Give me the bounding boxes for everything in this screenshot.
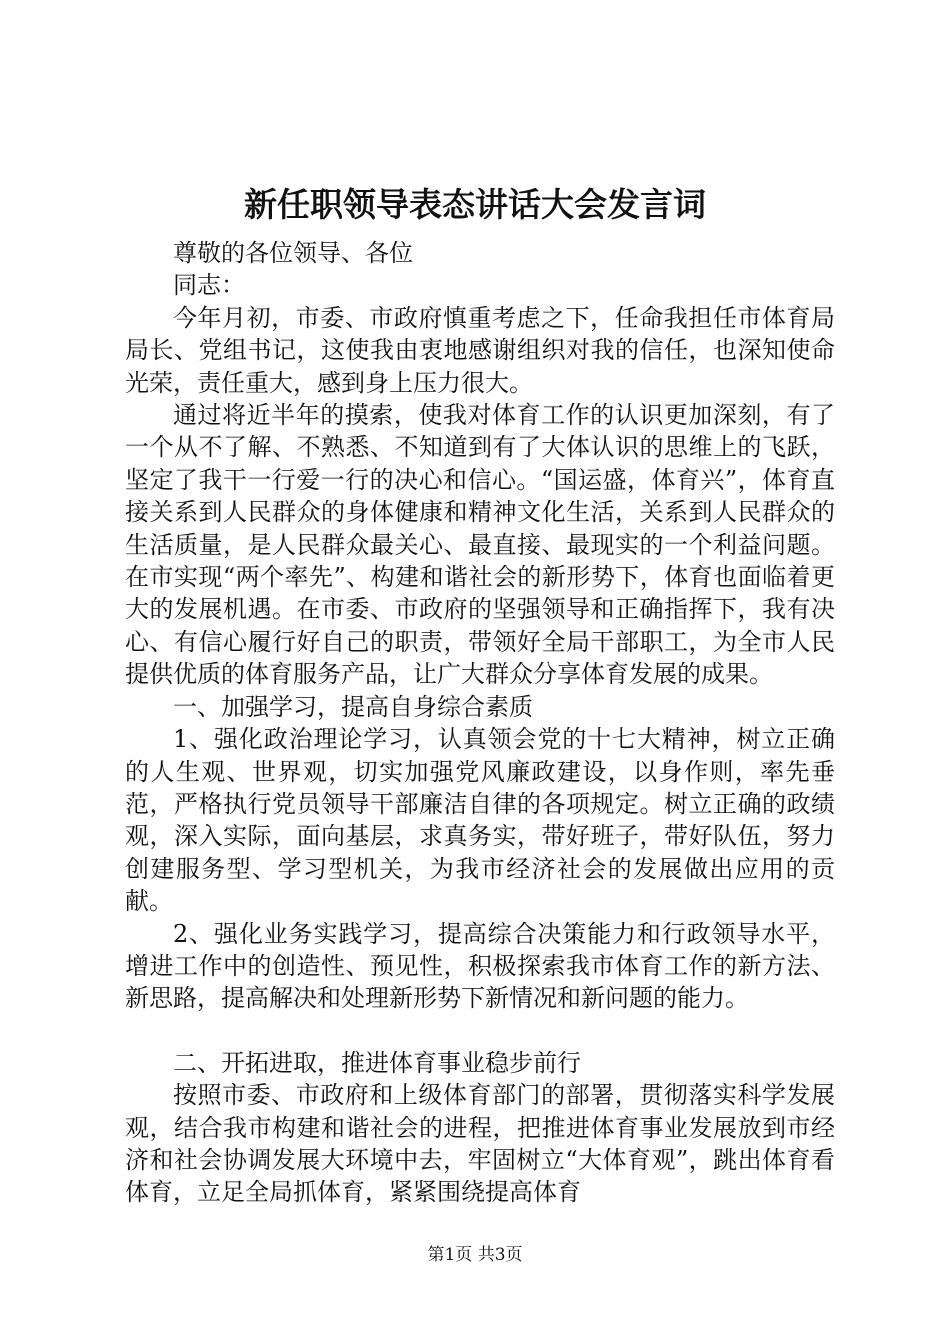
section-heading-2: 二、开拓进取，推进体育事业稳步前行	[173, 1048, 581, 1077]
paragraph-political-study: 1、强化政治理论学习，认真领会党的十七大精神，树立正确的人生观、世界观，切实加强党风廉政建设，以身作则，率先垂范，严格执行党员领导干部廉洁自律的各项规定。树立正确的政绩观，深入实际，面向基层，求真务实，带好班子，带好队伍，努力创建服务型、学习型机关，为我市经济社会的发展做出应用的贡献。	[125, 725, 835, 916]
paragraph-deployment: 按照市委、市政府和上级体育部门的部署，贯彻落实科学发展观，结合我市构建和谐社会的进程，把推进体育事业发展放到市经济和社会协调发展大环境中去，牢固树立“大体育观”，跳出体育看体育，立足全局抓体育，紧紧围绕提高体育	[125, 1081, 835, 1207]
salutation-line-2: 同志：	[173, 271, 245, 300]
paragraph-exploration: 通过将近半年的摸索，使我对体育工作的认识更加深刻，有了一个从不了解、不熟悉、不知道到有了大体认识的思维上的飞跃，坚定了我干一行爱一行的决心和信心。“国运盛，体育兴”，体育直接关系到人民群众的身体健康和精神文化生活，关系到人民群众的生活质量，是人民群众最关心、最直接、最现实的一个利益问题。在市实现“两个率先”、构建和谐社会的新形势下，体育也面临着更大的发展机遇。在市委、市政府的坚强领导和正确指挥下，我有决心、有信心履行好自己的职责，带领好全局干部职工，为全市人民提供优质的体育服务产品，让广大群众分享体育发展的成果。	[125, 401, 835, 689]
document-title: 新任职领导表态讲话大会发言词	[244, 185, 706, 224]
paragraph-practice-study: 2、强化业务实践学习，提高综合决策能力和行政领导水平，增进工作中的创造性、预见性，积极探索我市体育工作的新方法、新思路，提高解决和处理新形势下新情况和新问题的能力。	[125, 919, 835, 1013]
document-body	[125, 237, 835, 1209]
section-heading-1: 一、加强学习，提高自身综合素质	[173, 692, 533, 721]
salutation-line-1: 尊敬的各位领导、各位	[173, 239, 413, 267]
page-number-footer: 第1页 共3页	[427, 1245, 523, 1265]
paragraph-appointment: 今年月初，市委、市政府慎重考虑之下，任命我担任市体育局局长、党组书记，这使我由衷地感谢组织对我的信任，也深知使命光荣，责任重大，感到身上压力很大。	[125, 303, 835, 397]
